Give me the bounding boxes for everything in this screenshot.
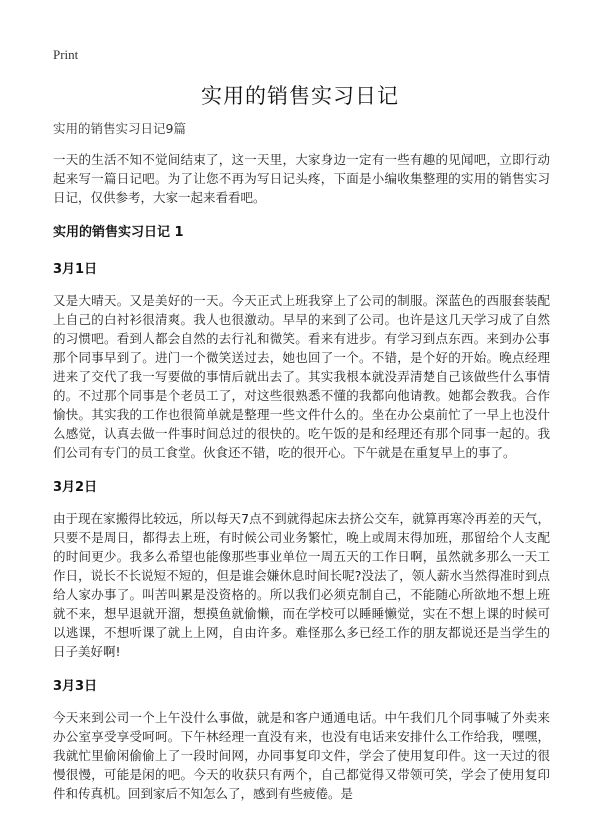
page-title: 实用的销售实习日记 [201,84,399,108]
entry-date-heading: 3月1日 [53,262,98,277]
document-subtitle: 实用的销售实习日记9篇 [53,121,186,136]
intro-paragraph: 一天的生活不知不觉间结束了，这一天里，大家身边一定有一些有趣的见闻吧，立即行动起来写一篇日记吧。为了让您不再为写日记头疼，下面是小编收集整理的实用的销售实习日记，仅供参考，大家一起来看看吧。 [53,152,550,205]
print-link[interactable]: Print [53,47,79,62]
entry-paragraph: 今天来到公司一个上午没什么事做，就是和客户通通电话。中午我们几个同事喊了外卖来办公室享受享受呵呵。下午林经理一直没有来，也没有电话来安排什么工作给我，嘿嘿，我就忙里偷闲偷偷上了一段时间网，办同事复印文件，学会了使用复印件。这一天过的很慢很慢，可能是闲的吧。今天的收获只有两个，自己都觉得又带领可笑，学会了使用复印件和传真机。回到家后不知怎么了，感到有些疲倦。是 [53,710,550,801]
entry-paragraph: 又是大晴天。又是美好的一天。今天正式上班我穿上了公司的制服。深蓝色的西服套装配上自己的白衬衫很清爽。我人也很激动。早早的来到了公司。也许是这几天学习成了自然的习惯吧。看到人都会自然的去行礼和微笑。看来有进步。有学习到点东西。来到办公事那个同事早到了。进门一个微笑送过去，她也回了一个。不错，是个好的开始。晚点经理进来了交代了我一写要做的事情后就出去了。其实我根本就没弄清楚自己该做些什么事情的。不过那个同事是个老员工了，对这些很熟悉不懂的我都向他请教。她都会教我。合作愉快。其实我的工作也很简单就是整理一些文件什么的。坐在办公桌前忙了一早上也没什么感觉，认真去做一件事时间总过的很快的。吃午饭的是和经理还有那个同事一起的。我们公司有专门的员工食堂。伙食还不错，吃的很开心。下午就是在重复早上的事了。 [53,293,550,460]
entry-date-heading: 3月2日 [53,480,98,495]
document-body [53,150,550,817]
entry-date-heading: 3月3日 [53,679,98,694]
entry-paragraph: 由于现在家搬得比较远，所以每天7点不到就得起床去挤公交车，就算再寒冷再差的天气，只要不是周日，都得去上班，有时候公司业务繁忙，晚上或周末得加班，那留给个人支配的时间更少。我多么希望也能像那些事业单位一周五天的工作日啊，虽然就多那么一天工作日，说长不长说短不短的，但是谁会嫌休息时间长呢?没法了，领人薪水当然得准时到点给人家办事了。叫苦叫累是没资格的。所以我们必须克制自己，不能随心所欲地不想上班就不来，想早退就开溜，想摸鱼就偷懒，而在学校可以睡睡懒觉，实在不想上课的时候可以逃课，不想听课了就上上网，自由许多。难怪那么多已经工作的朋友都说还是当学生的日子美好啊! [53,511,550,659]
section-heading: 实用的销售实习日记 1 [53,225,184,240]
